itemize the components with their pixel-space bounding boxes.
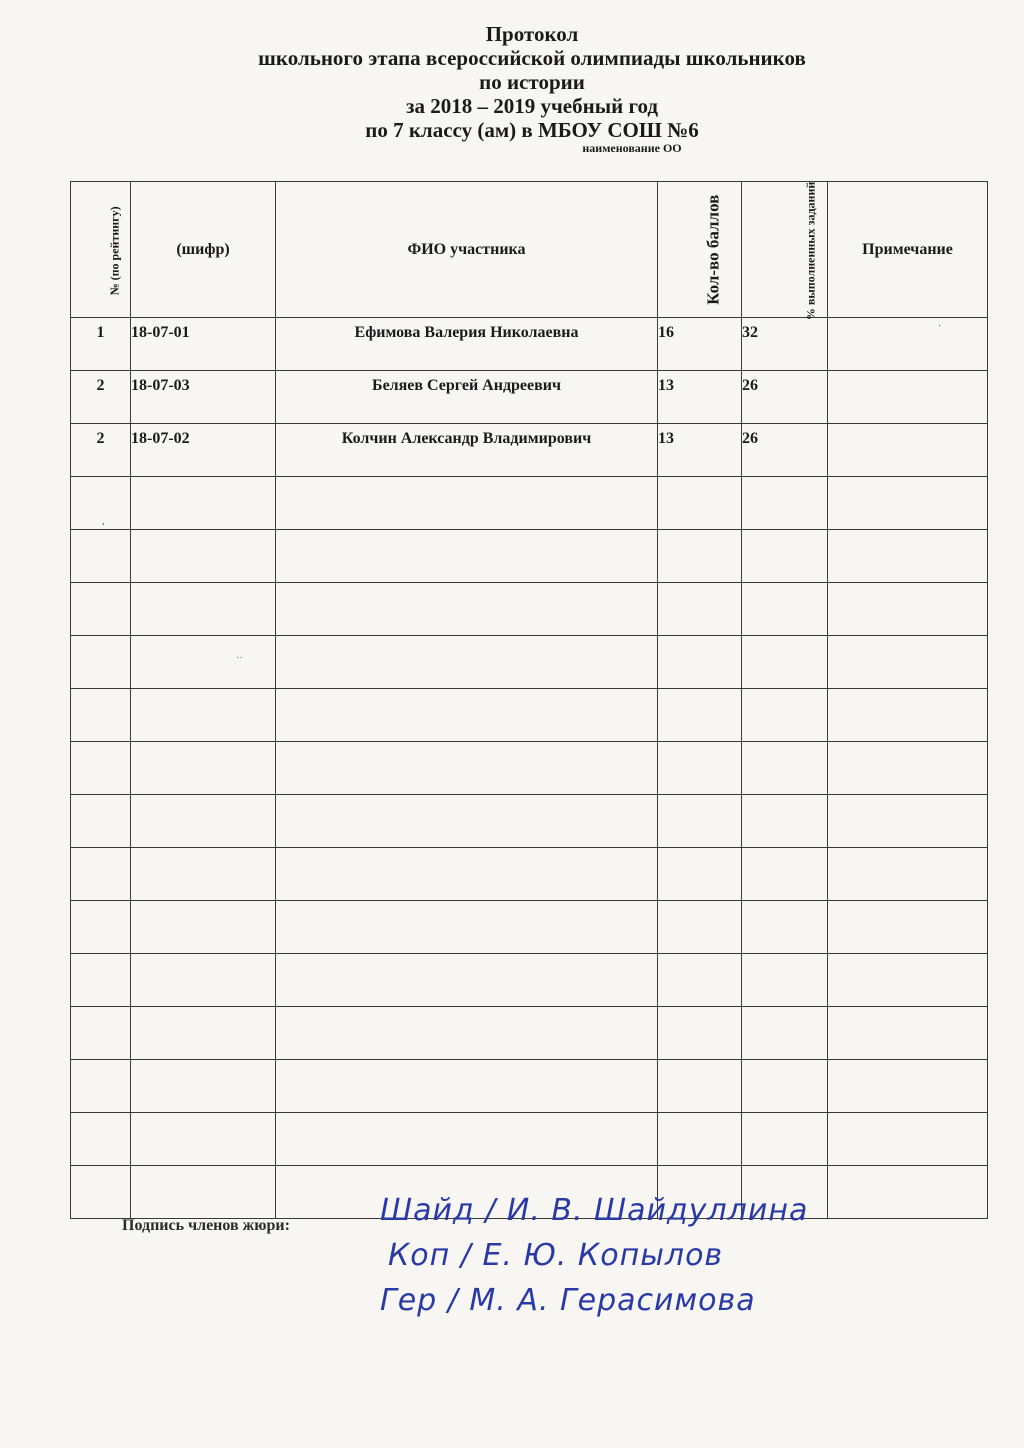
results-table [70, 181, 988, 1219]
score-cell [658, 583, 742, 636]
empty-table-row [71, 583, 988, 636]
rank-cell [71, 954, 131, 1007]
code-cell [131, 848, 276, 901]
percent-cell [742, 954, 828, 1007]
document-title: Протокол [485, 22, 579, 46]
olympiad-stage: школьного этапа всероссийской олимпиады школьников [258, 46, 806, 70]
protocol-header [0, 22, 1024, 154]
rank-cell [71, 742, 131, 795]
code-cell [131, 1060, 276, 1113]
score-cell [658, 1113, 742, 1166]
note-cell [828, 1113, 988, 1166]
code-cell: 18-07-03 [131, 371, 276, 424]
score-cell [658, 477, 742, 530]
code-cell [131, 583, 276, 636]
empty-table-row [71, 1113, 988, 1166]
name-cell [276, 689, 658, 742]
stray-mark: , [102, 516, 105, 527]
score-cell: 13 [658, 424, 742, 477]
note-cell [828, 530, 988, 583]
score-cell [658, 901, 742, 954]
empty-table-row [71, 901, 988, 954]
score-cell [658, 954, 742, 1007]
jury-signature: Гер / М. А. Герасимова [380, 1283, 756, 1318]
score-cell [658, 795, 742, 848]
code-cell [131, 954, 276, 1007]
jury-signature-label: Подпись членов жюри: [122, 1217, 290, 1234]
code-cell: 18-07-01 [131, 318, 276, 371]
note-cell [828, 477, 988, 530]
code-cell [131, 795, 276, 848]
name-cell: Беляев Сергей Андреевич [276, 371, 658, 424]
percent-cell [742, 901, 828, 954]
org-name-caption: наименование ОО [582, 141, 682, 155]
code-cell: 18-07-02 [131, 424, 276, 477]
rank-cell [71, 1166, 131, 1219]
percent-cell [742, 795, 828, 848]
rank-cell: 2 [71, 424, 131, 477]
code-cell [131, 742, 276, 795]
score-cell [658, 1060, 742, 1113]
name-cell [276, 954, 658, 1007]
note-cell [828, 1060, 988, 1113]
code-cell [131, 1007, 276, 1060]
rank-cell: 1 [71, 318, 131, 371]
name-cell [276, 636, 658, 689]
name-cell: Колчин Александр Владимирович [276, 424, 658, 477]
table-row [71, 371, 988, 424]
percent-cell [742, 530, 828, 583]
note-cell [828, 795, 988, 848]
score-cell [658, 636, 742, 689]
rank-cell [71, 530, 131, 583]
rank-cell [71, 636, 131, 689]
note-cell [828, 848, 988, 901]
percent-cell [742, 689, 828, 742]
stray-mark: ˙˙ [236, 656, 243, 667]
name-cell [276, 742, 658, 795]
empty-table-row [71, 689, 988, 742]
score-cell [658, 742, 742, 795]
empty-table-row [71, 1060, 988, 1113]
percent-cell: 26 [742, 371, 828, 424]
empty-table-row [71, 636, 988, 689]
score-cell [658, 1007, 742, 1060]
empty-table-row [71, 1007, 988, 1060]
code-cell [131, 477, 276, 530]
stray-mark: · [938, 321, 942, 332]
percent-cell [742, 1060, 828, 1113]
score-cell [658, 689, 742, 742]
name-cell [276, 1007, 658, 1060]
academic-year: за 2018 – 2019 учебный год [406, 94, 658, 118]
note-cell [828, 901, 988, 954]
code-cell [131, 1113, 276, 1166]
score-cell: 13 [658, 371, 742, 424]
name-cell [276, 901, 658, 954]
column-header-note: Примечание [828, 182, 988, 318]
jury-signature: Шайд / И. В. Шайдуллина [380, 1193, 809, 1228]
rank-cell: 2 [71, 371, 131, 424]
column-header-code: (шифр) [131, 182, 276, 318]
name-cell: Ефимова Валерия Николаевна [276, 318, 658, 371]
code-cell [131, 689, 276, 742]
empty-table-row [71, 954, 988, 1007]
rank-cell [71, 795, 131, 848]
note-cell [828, 318, 988, 371]
percent-cell [742, 636, 828, 689]
rank-cell [71, 689, 131, 742]
empty-table-row [71, 795, 988, 848]
empty-table-row [71, 742, 988, 795]
rank-cell [71, 901, 131, 954]
percent-cell [742, 583, 828, 636]
table-header-row [71, 182, 988, 318]
score-cell [658, 530, 742, 583]
table-row [71, 424, 988, 477]
column-header-score: Кол-во баллов [658, 182, 742, 318]
rank-cell [71, 1060, 131, 1113]
name-cell [276, 1113, 658, 1166]
rank-cell [71, 583, 131, 636]
percent-cell [742, 742, 828, 795]
percent-cell [742, 477, 828, 530]
note-cell [828, 371, 988, 424]
note-cell [828, 954, 988, 1007]
column-header-percent: % выполненных заданий [742, 182, 828, 318]
code-cell [131, 1166, 276, 1219]
percent-cell: 26 [742, 424, 828, 477]
class-and-school: по 7 классу (ам) в МБОУ СОШ №6 [365, 118, 699, 142]
percent-cell [742, 1113, 828, 1166]
note-cell [828, 424, 988, 477]
subject: по истории [479, 70, 585, 94]
code-cell [131, 530, 276, 583]
rank-cell [71, 477, 131, 530]
empty-table-row [71, 530, 988, 583]
note-cell [828, 689, 988, 742]
column-header-name: ФИО участника [276, 182, 658, 318]
rank-cell [71, 1007, 131, 1060]
note-cell [828, 1166, 988, 1219]
empty-table-row [71, 477, 988, 530]
code-cell [131, 901, 276, 954]
percent-cell [742, 848, 828, 901]
name-cell [276, 848, 658, 901]
name-cell [276, 530, 658, 583]
rank-cell [71, 1113, 131, 1166]
name-cell [276, 795, 658, 848]
percent-cell: 32 [742, 318, 828, 371]
table-row [71, 318, 988, 371]
jury-signature: Коп / Е. Ю. Копылов [388, 1238, 724, 1273]
percent-cell [742, 1007, 828, 1060]
column-header-rank: № (по рейтингу) [71, 182, 131, 318]
name-cell [276, 1060, 658, 1113]
name-cell [276, 583, 658, 636]
empty-table-row [71, 848, 988, 901]
rank-cell [71, 848, 131, 901]
score-cell [658, 848, 742, 901]
code-cell [131, 636, 276, 689]
note-cell [828, 1007, 988, 1060]
note-cell [828, 583, 988, 636]
note-cell [828, 636, 988, 689]
score-cell: 16 [658, 318, 742, 371]
name-cell [276, 477, 658, 530]
note-cell [828, 742, 988, 795]
